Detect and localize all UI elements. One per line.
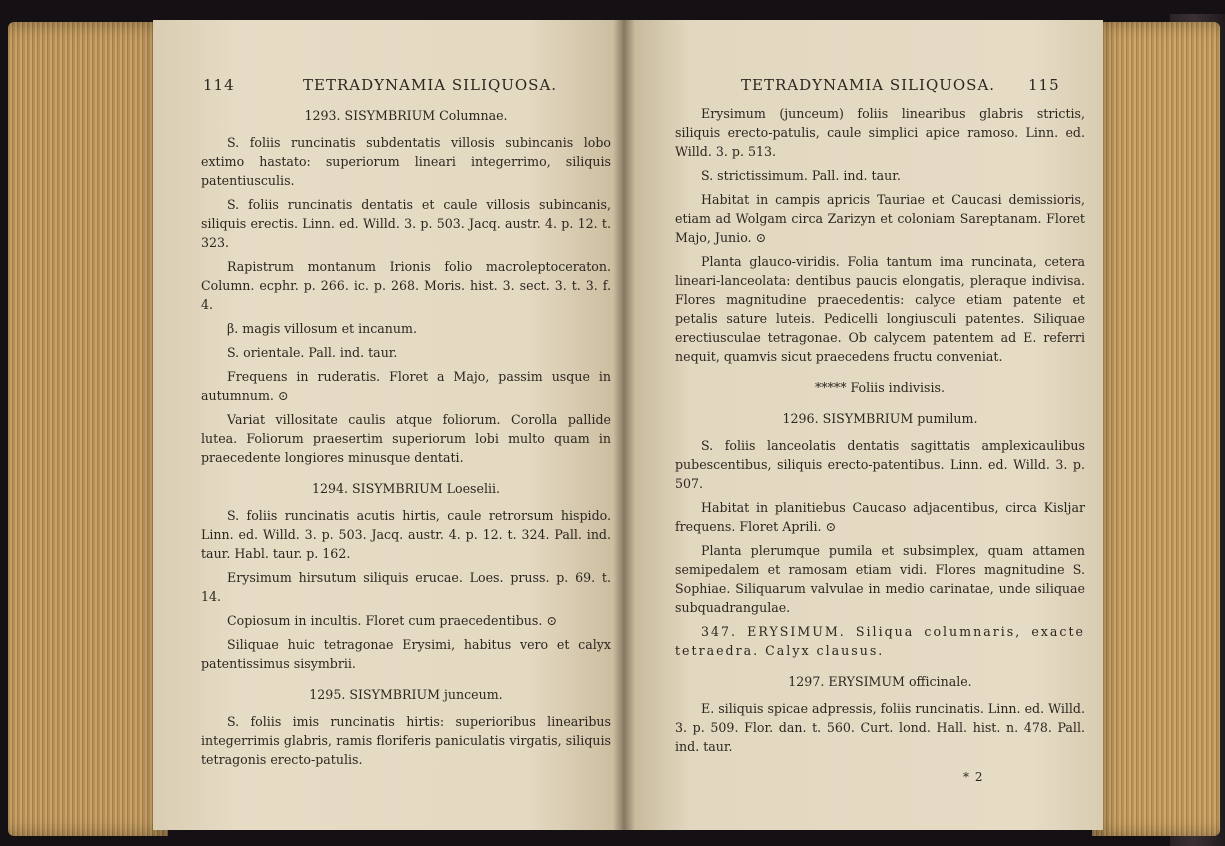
open-book [8, 14, 1220, 836]
entry-heading: 1294. SISYMBRIUM Loeselii. [311, 481, 501, 496]
paragraph: S. foliis runcinatis acutis hirtis, caule retrorsum hispido. Linn. ed. Willd. 3. p. 503. Jacq. austr. 4. p. 12. t. 324. Pall. ind. taur. Habl. taur. p. 162. [201, 508, 611, 561]
paragraph: Habitat in planitiebus Caucaso adjacentibus, circa Kisljar frequens. Floret Aprili. ⊙ [675, 500, 1085, 534]
section-heading: ***** Foliis indivisis. [815, 380, 945, 395]
entry-heading: 1297. ERYSIMUM officinale. [788, 674, 972, 689]
paragraph: S. foliis runcinatis subdentatis villosis subincanis lobo extimo hastato: superiorum lineari integerrimo, siliquis patentiusculis. [201, 135, 611, 188]
paragraph: Copiosum in incultis. Floret cum praecedentibus. ⊙ [227, 613, 557, 628]
left-running-head: TETRADYNAMIA SILIQUOSA. [303, 76, 558, 94]
left-page-number: 114 [203, 76, 235, 94]
paragraph: Rapistrum montanum Irionis folio macroleptoceraton. Column. ecphr. p. 266. ic. p. 268. Moris. hist. 3. sect. 3. t. 3. f. 4. [201, 259, 611, 312]
entry-heading: 1296. SISYMBRIUM pumilum. [782, 411, 978, 426]
book-gutter [613, 20, 635, 830]
right-page-text [675, 104, 1085, 761]
paragraph: S. foliis runcinatis dentatis et caule villosis subincanis, siliquis erectis. Linn. ed. Willd. 3. p. 503. Jacq. austr. 4. p. 12. t. 323. [201, 197, 611, 250]
paragraph: E. siliquis spicae adpressis, foliis runcinatis. Linn. ed. Willd. 3. p. 509. Flor. dan. t. 560. Curt. lond. Hall. hist. n. 478. Pall. ind. taur. [675, 701, 1085, 754]
right-page-number: 115 [1028, 76, 1060, 94]
paragraph: Planta plerumque pumila et subsimplex, quam attamen semipedalem et ramosam etiam vidi. Flores magnitudine S. Sophiae. Siliquarum valvulae in medio carinatae, unde siliquae subquadrangulae. [675, 543, 1085, 615]
right-page [623, 20, 1103, 830]
page-edges-left [8, 22, 168, 836]
entry-heading: 1295. SISYMBRIUM junceum. [309, 687, 503, 702]
paragraph: S. foliis imis runcinatis hirtis: superioribus linearibus integerrimis glabris, ramis floriferis paniculatis virgatis, siliquis tetragonis erecto-patulis. [201, 714, 611, 767]
paragraph: Variat villositate caulis atque foliorum. Corolla pallide lutea. Foliorum praesertim superiorum lobi multo quam in praecedente longiores minusque dentati. [201, 412, 611, 465]
signature-mark: * 2 [963, 770, 984, 784]
paragraph: Planta glauco-viridis. Folia tantum ima runcinata, cetera lineari-lanceolata: dentibus paucis elongatis, pleraque indivisa. Flores magnitudine praecedentis: calyce etiam patente et petalis saturе luteis. Pedicelli longiusculi patentes. Siliquae erectiusculae tetragonae. Ob calycem patentem ad E. referri nequit, quamvis sicut praecedens fructu conveniat. [675, 254, 1085, 364]
paragraph: S. foliis lanceolatis dentatis sagittatis amplexicaulibus pubescentibus, siliquis erecto-patentibus. Linn. ed. Willd. 3. p. 507. [675, 438, 1085, 491]
left-page [153, 20, 623, 830]
paragraph: Erysimum hirsutum siliquis erucae. Loes. pruss. p. 69. t. 14. [201, 570, 611, 604]
page-edges-right [1092, 22, 1220, 836]
paragraph: S. strictissimum. Pall. ind. taur. [701, 168, 901, 183]
right-running-head: TETRADYNAMIA SILIQUOSA. [741, 76, 996, 94]
paragraph: Siliquae huic tetragonae Erysimi, habitus vero et calyx patentissimus sisymbrii. [201, 637, 611, 671]
paragraph: Habitat in campis apricis Tauriae et Caucasi demissioris, etiam ad Wolgam circa Zarizyn et coloniam Sareptanam. Floret Majo, Junio. ⊙ [675, 192, 1085, 245]
paragraph: Frequens in ruderatis. Floret a Majo, passim usque in autumnum. ⊙ [201, 369, 611, 403]
genus-heading: 347. ERYSIMUM. Siliqua columnaris, exacte tetraedra. Calyx clausus. [675, 624, 1085, 658]
paragraph: β. magis villosum et incanum. [227, 321, 417, 336]
paragraph: S. orientale. Pall. ind. taur. [227, 345, 398, 360]
left-page-text [201, 106, 611, 774]
paragraph: Erysimum (junceum) foliis linearibus glabris strictis, siliquis erecto-patulis, caule simplici apice ramoso. Linn. ed. Willd. 3. p. 513. [675, 106, 1085, 159]
entry-heading: 1293. SISYMBRIUM Columnae. [304, 108, 508, 123]
